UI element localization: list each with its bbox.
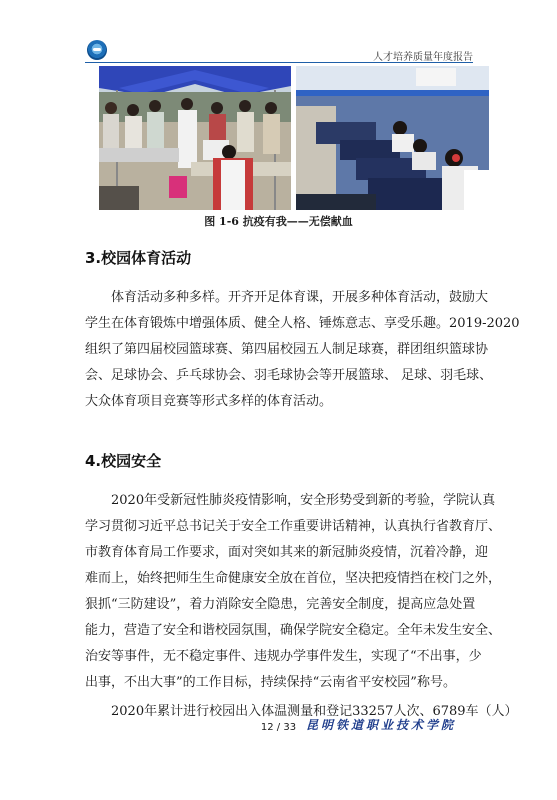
paragraph-line: 出事，不出大事”的工作目标，持续保持“云南省平安校园”称号。 <box>85 675 456 690</box>
school-name: 昆明铁道职业技术学院 <box>306 718 457 732</box>
section-title-safety: 4.校园安全 <box>85 452 162 470</box>
paragraph-line: 狠抓“三防建设”，着力消除安全隐患，完善安全制度，提高应急处置 <box>85 597 476 612</box>
figure-caption: 图 1-6 抗疫有我——无偿献血 <box>204 215 353 228</box>
header-divider <box>85 62 473 63</box>
photo-volunteers <box>99 66 291 210</box>
paragraph-line: 体育活动多种多样。开齐开足体育课，开展多种体育活动，鼓励大 <box>111 290 489 305</box>
section-title-sports: 3.校园体育活动 <box>85 249 192 267</box>
paragraph-line: 治安等事件，无不稳定事件、违规办学事件发生，实现了“不出事，少 <box>85 649 482 664</box>
paragraph-line: 组织了第四届校园篮球赛、第四届校园五人制足球赛，群团组织篮球协 <box>85 342 489 357</box>
page-number: 12 / 33 <box>260 722 297 733</box>
paragraph-line: 大众体育项目竞赛等形式多样的体育活动。 <box>85 394 333 409</box>
paragraph-line: 会、足球协会、乒乓球协会、羽毛球协会等开展篮球、 足球、羽毛球、 <box>85 368 493 383</box>
paragraph-line: 难而上，始终把师生生命健康安全放在首位，坚决把疫情挡在校门之外， <box>85 571 502 586</box>
paragraph-line: 能力，营造了安全和谐校园氛围，确保学院安全稳定。全年未发生安全、 <box>85 623 502 638</box>
report-title: 人才培养质量年度报告 <box>373 52 473 63</box>
paragraph-line: 2020年受新冠性肺炎疫情影响，安全形势受到新的考验，学院认真 <box>111 493 496 508</box>
section-body-sports <box>85 285 520 415</box>
paragraph-line: 学生在体育锻炼中增强体质、健全人格、锤炼意志、享受乐趣。2019-2020 <box>85 316 520 331</box>
photo-blood-donation <box>296 66 489 210</box>
paragraph-line: 2020年累计进行校园出入体温测量和登记33257人次、6789车（人） <box>111 704 518 719</box>
school-emblem-icon <box>87 40 107 60</box>
paragraph-line: 学习贯彻习近平总书记关于安全工作重要讲话精神，认真执行省教育厅、 <box>85 519 502 534</box>
section-body-safety <box>85 488 502 696</box>
paragraph-line: 市教育体育局工作要求，面对突如其来的新冠肺炎疫情，沉着冷静，迎 <box>85 545 489 560</box>
